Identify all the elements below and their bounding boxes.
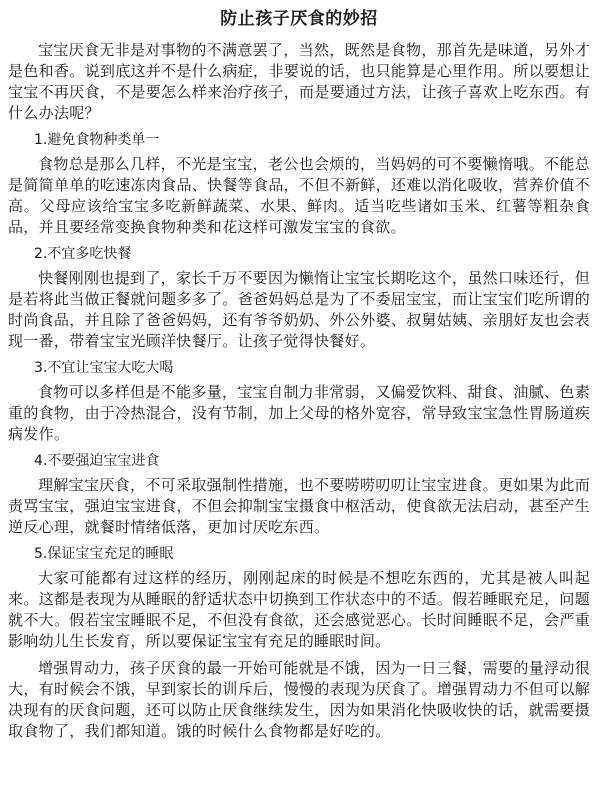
section-body-1: 食物总是那么几样，不光是宝宝，老公也会烦的，当妈妈的可不要懒惰哦。不能总是简简单单的吃速冻肉食品、快餐等食品，不但不新鲜，还难以消化吸收，营养价值不高。父母应该给宝宝多吃新鲜蔬菜、水果、鲜肉。适当吃些诸如玉米、红薯等粗杂食品，并且要经常变换食物种类和花这样可激发宝宝的食欲。 xyxy=(8,155,590,236)
closing-paragraph: 增强胃动力，孩子厌食的最一开始可能就是不饿，因为一日三餐，需要的量浮动很大，有时候会不饿，早到家长的训斥后，慢慢的表现为厌食了。增强胃动力不但可以解决现有的厌食问题，还可以防止厌食继续发生，因为如果消化快吸收快的话，就需要摄取食物了，我们都知道。饿的时候什么食物都是好吃的。 xyxy=(8,659,590,740)
section-body-5: 大家可能都有过这样的经历，刚刚起床的时候是不想吃东西的，尤其是被人叫起来。这都是表现为从睡眠的舒适状态中切换到工作状态中的不适。假若睡眠充足，问题就不大。假若宝宝睡眠不足，不但没有食欲，还会感觉恶心。长时间睡眠不足，会严重影响幼儿生长发育，所以要保证宝宝有充足的睡眠时间。 xyxy=(8,569,590,650)
intro-paragraph: 宝宝厌食无非是对事物的不满意罢了，当然，既然是食物，那首先是味道，另外才是色和香。说到底这并不是什么病症，非要说的话，也只能算是心里作用。所以要想让宝宝不再厌食，不是要怎么样来治疗孩子，而是要通过方法，让孩子喜欢上吃东西。有什么办法呢？ xyxy=(8,41,590,122)
section-body-4: 理解宝宝厌食，不可采取强制性措施，也不要唠唠叨叨让宝宝进食。更如果为此而责骂宝宝，强迫宝宝进食，不但会抑制宝宝摄食中枢活动，使食欲无法启动，甚至产生逆反心理，就餐时情绪低落，更加讨厌吃东西。 xyxy=(8,476,590,536)
section-heading-1: 1.避免食物种类单一 xyxy=(34,132,160,148)
section-body-3: 食物可以多样但是不能多量，宝宝自制力非常弱，又偏爱饮料、甜食、油腻、色素重的食物，由于冷热混合，没有节制，加上父母的格外宽容，常导致宝宝急性胃肠道疾病发作。 xyxy=(8,383,590,443)
section-heading-2: 2.不宜多吃快餐 xyxy=(34,246,132,262)
page-title: 防止孩子厌食的妙招 xyxy=(220,9,378,29)
section-body-2: 快餐刚刚也提到了，家长千万不要因为懒惰让宝宝长期吃这个，虽然口味还行，但是若将此当做正餐就问题多多了。爸爸妈妈总是为了不委屈宝宝，而让宝宝们吃所谓的时尚食品，并且除了爸爸妈妈，还有爷爷奶奶、外公外婆、叔舅姑姨、亲朋好友也会表现一番，带着宝宝光顾洋快餐厅。让孩子觉得快餐好。 xyxy=(8,269,590,350)
section-heading-5: 5.保证宝宝充足的睡眠 xyxy=(34,546,174,562)
section-heading-3: 3.不宜让宝宝大吃大喝 xyxy=(34,360,174,376)
section-heading-4: 4.不要强迫宝宝进食 xyxy=(34,453,160,469)
